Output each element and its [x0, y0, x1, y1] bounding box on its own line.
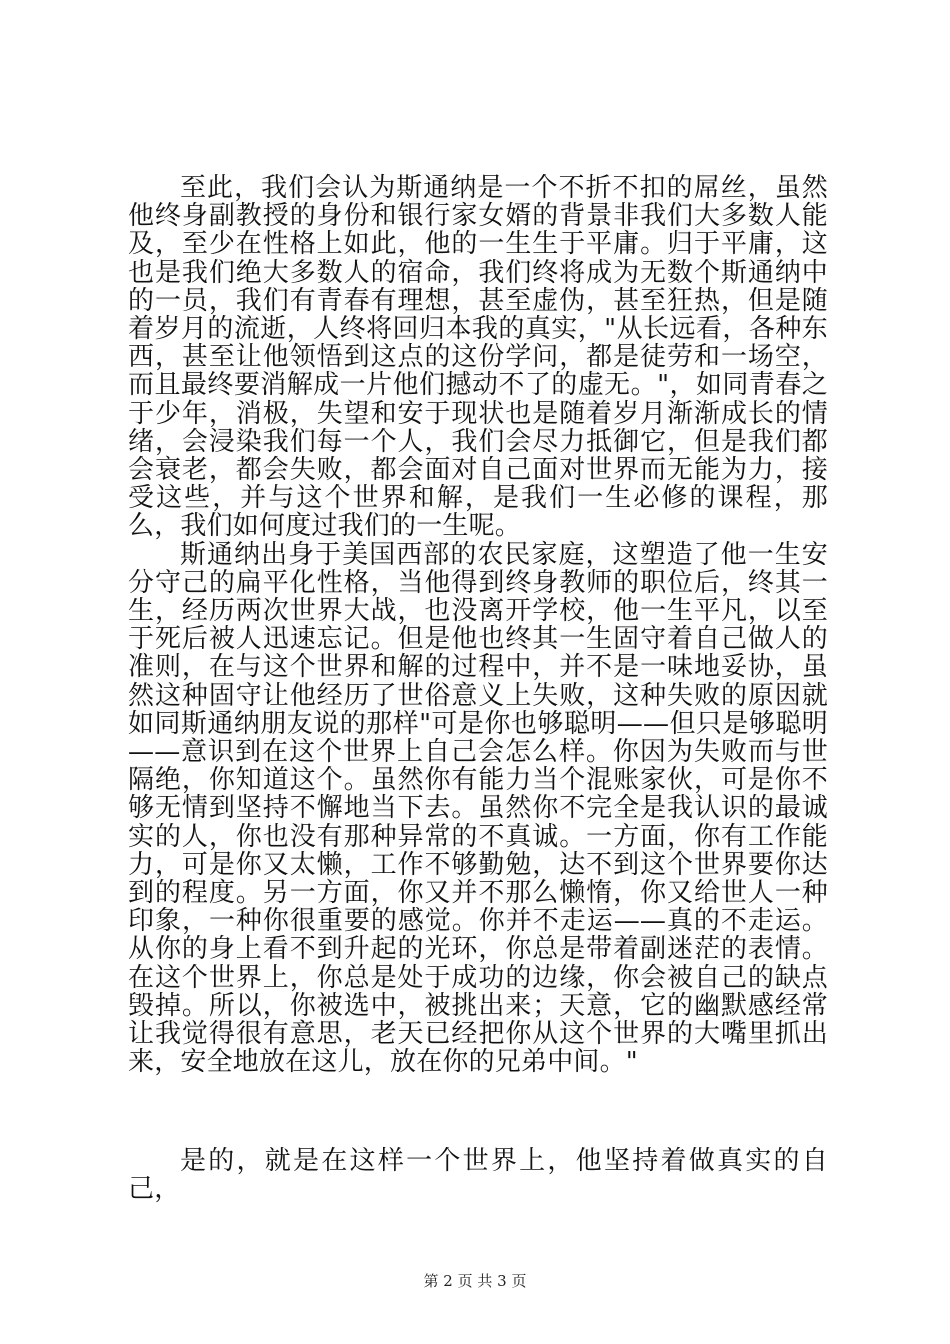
page-number-footer: 第 2 页 共 3 页 [423, 1272, 527, 1290]
paragraph-1: 至此，我们会认为斯通纳是一个不折不扣的屌丝，虽然他终身副教授的身份和银行家女婿的背景非我们大多数人能及，至少在性格上如此，他的一生生于平庸。归于平庸，这也是我们绝大多数人的宿命，我们终将成为无数个斯通纳中的一员，我们有青春有理想，甚至虚伪，甚至狂热，但是随着岁月的流逝，人终将回归本我的真实，"从长远看，各种东西，甚至让他领悟到这点的这份学问，都是徒劳和一场空，而且最终要消解成一片他们撼动不了的虚无。"，如同青春之于少年，消极，失望和安于现状也是随着岁月渐渐成长的情绪，会浸染我们每一个人，我们会尽力抵御它，但是我们都会衰老，都会失败，都会面对自己面对世界而无能为力，接受这些，并与这个世界和解，是我们一生必修的课程，那么，我们如何度过我们的一生呢。 [128, 173, 828, 542]
paragraph-3: 是的，就是在这样一个世界上，他坚持着做真实的自己， [128, 1146, 828, 1205]
paragraph-2: 斯通纳出身于美国西部的农民家庭，这塑造了他一生安分守己的扁平化性格，当他得到终身教师的职位后，终其一生，经历两次世界大战，也没离开学校，他一生平凡，以至于死后被人迅速忘记。但是他也终其一生固守着自己做人的准则，在与这个世界和解的过程中，并不是一味地妥协，虽然这种固守让他经历了世俗意义上失败，这种失败的原因就如同斯通纳朋友说的那样"可是你也够聪明——但只是够聪明——意识到在这个世界上自己会怎么样。你因为失败而与世隔绝，你知道这个。虽然你有能力当个混账家伙，可是你不够无情到坚持不懈地当下去。虽然你不完全是我认识的最诚实的人，你也没有那种异常的不真诚。一方面，你有工作能力，可是你又太懒，工作不够勤勉，达不到这个世界要你达到的程度。另一方面，你又并不那么懒惰，你又给世人一种印象，一种你很重要的感觉。你并不走运——真的不走运。从你的身上看不到升起的光环，你总是带着副迷茫的表情。在这个世界上，你总是处于成功的边缘，你会被自己的缺点毁掉。所以，你被选中，被挑出来；天意，它的幽默感经常让我觉得很有意思，老天已经把你从这个世界的大嘴里抓出来，安全地放在这儿，放在你的兄弟中间。" [128, 539, 828, 1078]
body-text-upper [128, 174, 828, 1077]
body-text-lower [128, 1147, 828, 1203]
